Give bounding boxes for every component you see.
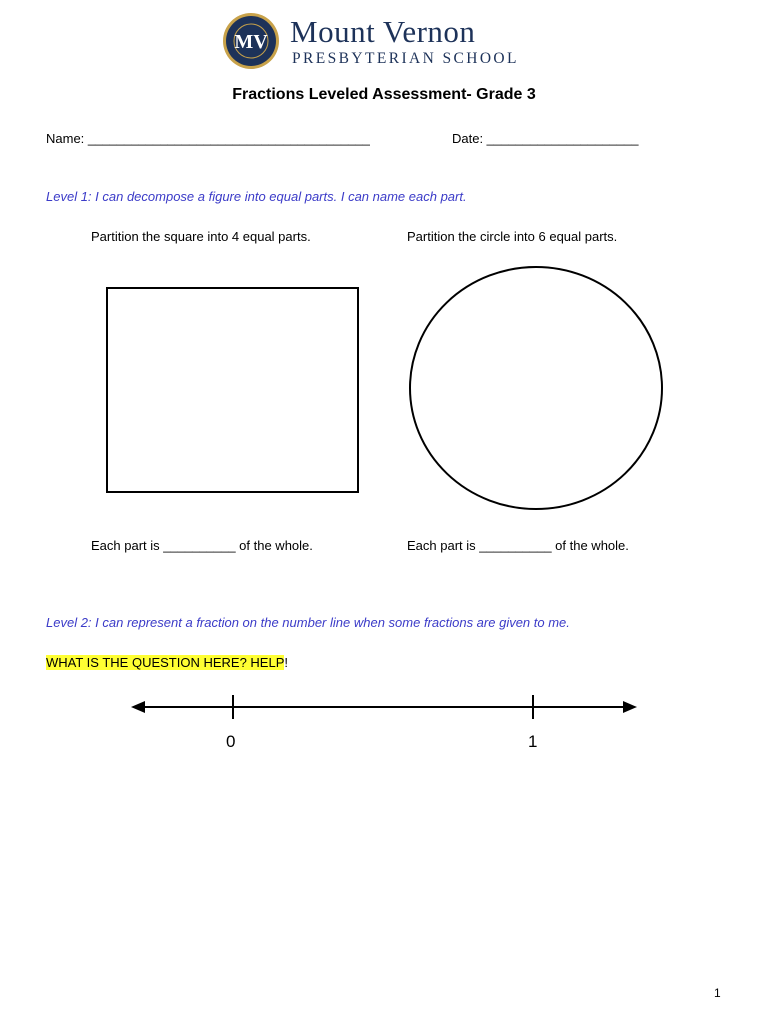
circle-prompt: Partition the circle into 6 equal parts. bbox=[407, 229, 618, 244]
question-punctuation: ! bbox=[284, 655, 289, 670]
school-seal-logo bbox=[222, 12, 280, 70]
svg-text:MV: MV bbox=[234, 31, 268, 53]
name-field[interactable]: Name: _______________________________________ bbox=[46, 131, 370, 146]
square-prompt: Partition the square into 4 equal parts. bbox=[91, 229, 311, 244]
document-title: Fractions Leveled Assessment- Grade 3 bbox=[232, 86, 536, 103]
circle-answer-line[interactable]: Each part is __________ of the whole. bbox=[407, 538, 629, 553]
school-subtitle: PRESBYTERIAN SCHOOL bbox=[292, 50, 519, 67]
tick-label-one: 1 bbox=[528, 732, 538, 751]
highlighted-question: WHAT IS THE QUESTION HERE? HELP bbox=[46, 655, 285, 670]
right-arrow-icon bbox=[623, 701, 637, 713]
date-field[interactable]: Date: _____________________ bbox=[452, 131, 639, 146]
level2-heading: Level 2: I can represent a fraction on the number line when some fractions are given to me. bbox=[46, 615, 570, 630]
page-number: 1 bbox=[714, 986, 721, 1000]
square-answer-line[interactable]: Each part is __________ of the whole. bbox=[91, 538, 313, 553]
left-arrow-icon bbox=[131, 701, 145, 713]
tick-label-zero: 0 bbox=[226, 732, 236, 751]
level1-heading: Level 1: I can decompose a figure into equal parts. I can name each part. bbox=[46, 189, 467, 204]
square-figure[interactable] bbox=[106, 287, 359, 493]
number-line[interactable] bbox=[128, 690, 640, 726]
school-name: Mount Vernon bbox=[290, 14, 476, 49]
circle-figure[interactable] bbox=[408, 265, 664, 511]
question-text bbox=[46, 655, 288, 670]
